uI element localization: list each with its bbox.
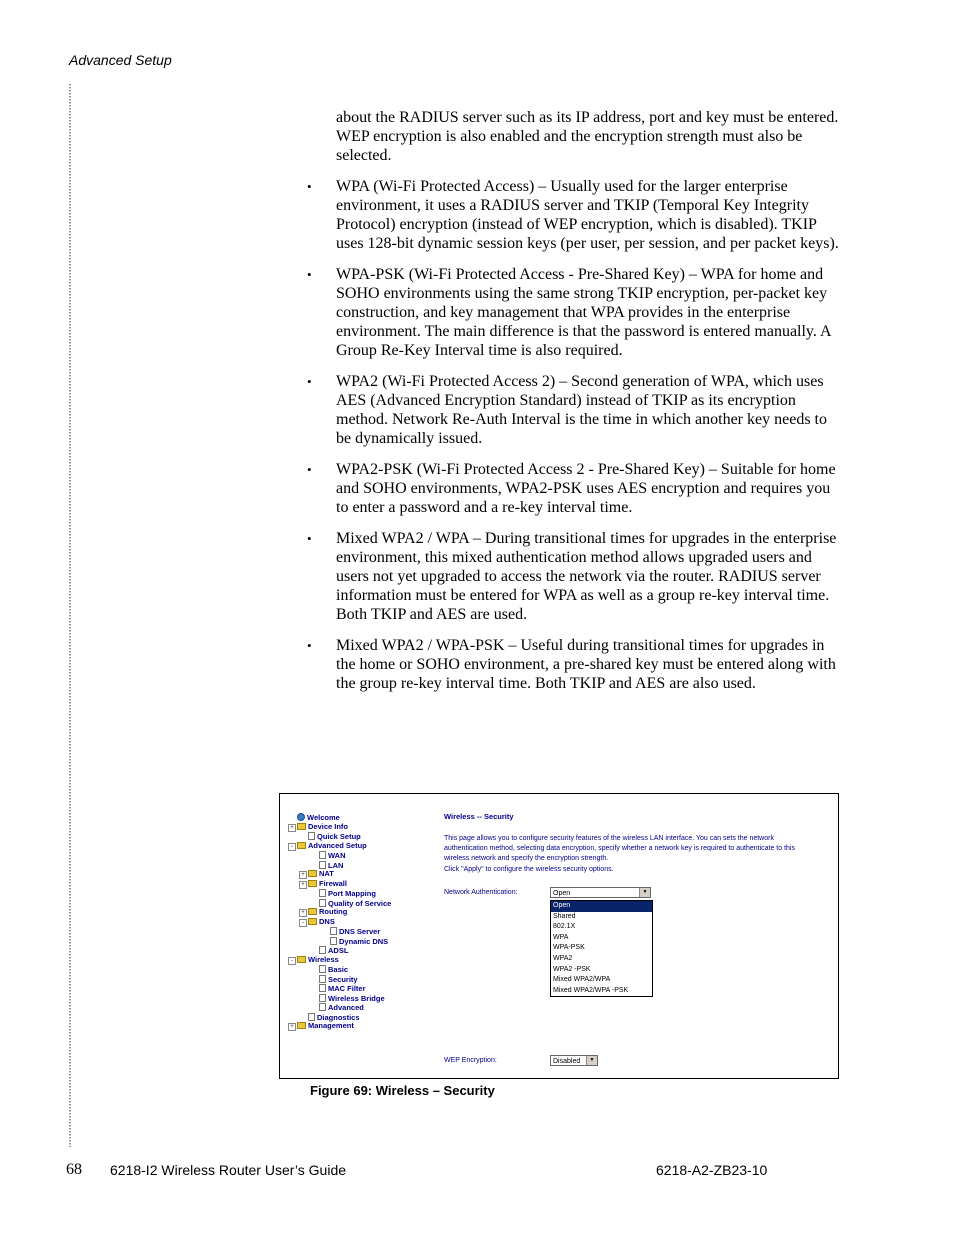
footer-doc-id: 6218-A2-ZB23-10 <box>656 1162 768 1178</box>
doc-icon <box>319 861 326 869</box>
tree-item-quick-setup[interactable] <box>288 831 391 841</box>
body-text <box>336 108 841 693</box>
auth-option[interactable]: WPA2 <box>553 954 573 962</box>
tree-item-label: WAN <box>328 851 346 860</box>
collapse-icon[interactable]: - <box>299 919 307 927</box>
tree-item-device-info[interactable] <box>288 822 391 832</box>
tree-item-label: NAT <box>319 869 334 878</box>
expand-icon[interactable]: + <box>299 881 307 889</box>
figure-screenshot <box>279 793 839 1079</box>
folder-icon <box>297 956 306 963</box>
network-auth-select[interactable] <box>550 887 651 898</box>
folder-icon <box>308 870 317 877</box>
tree-item-security[interactable] <box>288 974 391 984</box>
doc-icon <box>319 1003 326 1011</box>
doc-icon <box>319 851 326 859</box>
description-line: Click "Apply" to configure the wireless security options. <box>444 865 614 873</box>
auth-option[interactable]: WPA <box>553 933 569 941</box>
tree-item-label: Advanced Setup <box>308 840 367 850</box>
doc-icon <box>308 1013 315 1021</box>
tree-item-lan[interactable] <box>288 860 391 870</box>
figure-caption: Figure 69: Wireless – Security <box>310 1083 495 1098</box>
auth-option[interactable]: Shared <box>553 912 576 920</box>
auth-option[interactable]: WPA2 -PSK <box>553 965 591 973</box>
bullet-wpa: • WPA (Wi-Fi Protected Access) – Usually used for the larger enterprise environment, it uses a RADIUS server and TKIP (Temporal Key Integrity Protocol) encryption (instead of WEP encryption, which is disabled). TKIP uses 128-bit dynamic session keys (per user, per session, and per packet keys). <box>336 177 841 253</box>
margin-rule <box>69 84 71 1147</box>
intro-paragraph: about the RADIUS server such as its IP address, port and key must be entered. WEP encryption is also enabled and the encryption strength must also be selected. <box>336 109 839 164</box>
tree-item-label: Security <box>328 974 358 984</box>
folder-icon <box>308 908 317 915</box>
expand-icon[interactable]: + <box>299 909 307 917</box>
folder-icon <box>297 1022 306 1029</box>
tree-item-dns-server[interactable] <box>288 926 391 936</box>
tree-item-label: Management <box>308 1021 354 1030</box>
network-auth-label: Network Authentication: <box>444 889 518 896</box>
bullet-wpa2: • WPA2 (Wi-Fi Protected Access 2) – Second generation of WPA, which uses AES (Advanced Encryption Standard) instead of TKIP as its encryption method. Network Re-Auth Interval is the time in which another key needs to be dynamically issued. <box>336 372 841 448</box>
tree-item-label: Device Info <box>308 821 349 831</box>
tree-item-adsl[interactable] <box>288 945 391 955</box>
doc-icon <box>319 889 326 897</box>
doc-icon <box>319 994 326 1002</box>
auth-option[interactable]: Mixed WPA2/WPA -PSK <box>553 986 629 994</box>
tree-item-mac-filter[interactable] <box>288 983 391 993</box>
tree-item-label: Routing <box>319 907 348 916</box>
tree-item-diagnostics[interactable] <box>288 1012 391 1022</box>
tree-item-dns[interactable] <box>288 917 391 927</box>
doc-icon <box>308 832 315 840</box>
panel-title: Wireless -- Security <box>444 812 514 821</box>
doc-icon <box>319 946 326 954</box>
doc-icon <box>319 975 326 983</box>
tree-item-label: Firewall <box>319 878 347 888</box>
tree-item-nat[interactable] <box>288 869 391 879</box>
auth-option[interactable]: Mixed WPA2/WPA <box>553 976 611 984</box>
wep-encryption-select[interactable] <box>550 1055 598 1066</box>
tree-item-label: DNS Server <box>339 927 381 936</box>
tree-item-routing[interactable] <box>288 907 391 917</box>
nav-tree <box>288 812 391 1031</box>
folder-icon <box>297 842 306 849</box>
tree-item-management[interactable] <box>288 1021 391 1031</box>
folder-icon <box>308 880 317 887</box>
folder-icon <box>308 918 317 925</box>
description-line: This page allows you to configure security features of the wireless LAN interface. You can sets the network <box>444 835 774 842</box>
tree-item-advanced-setup[interactable] <box>288 841 391 851</box>
bullet-mixed-wpa2-wpa-psk: • Mixed WPA2 / WPA-PSK – Useful during transitional times for upgrades in the home or SOHO environment, a pre-shared key must be entered along with the group re-key interval time. Both TKIP and AES are also used. <box>336 636 841 693</box>
network-auth-value: Open <box>553 890 571 897</box>
tree-item-dynamic-dns[interactable] <box>288 936 391 946</box>
tree-item-quality-of-service[interactable] <box>288 898 391 908</box>
tree-item-label: Wireless Bridge <box>328 993 385 1003</box>
running-header: Advanced Setup <box>69 52 172 68</box>
tree-item-label: Quality of Service <box>328 898 392 908</box>
description-line: authentication method, selecting data encryption, specify whether a network key is required to authenticate to this <box>444 845 795 853</box>
doc-icon <box>330 937 337 945</box>
tree-item-firewall[interactable] <box>288 879 391 889</box>
tree-item-label: Welcome <box>307 813 340 822</box>
bullet-list <box>336 177 841 693</box>
auth-option[interactable]: 802.1X <box>553 923 576 931</box>
expand-icon[interactable]: + <box>288 1023 296 1031</box>
globe-icon <box>297 813 305 821</box>
tree-item-label: Quick Setup <box>317 832 361 841</box>
wep-encryption-label: WEP Encryption: <box>444 1057 497 1064</box>
tree-item-label: Wireless <box>308 954 339 964</box>
auth-option[interactable]: Open <box>551 901 652 912</box>
bullet-mixed-wpa2-wpa: • Mixed WPA2 / WPA – During transitional times for upgrades in the enterprise environment, this mixed authentication method allows upgraded users and users not yet upgraded to access the network via the router. RADIUS server information must be entered for WPA as well as a group re-key interval time. Both TKIP and AES are used. <box>336 529 841 624</box>
doc-icon <box>319 899 326 907</box>
network-auth-options[interactable] <box>550 900 653 997</box>
description-line: wireless network and specify the encryption strength. <box>444 855 609 863</box>
tree-item-label: Advanced <box>328 1003 364 1012</box>
tree-item-label: DNS <box>319 916 335 926</box>
tree-item-wan[interactable] <box>288 850 391 860</box>
bullet-wpa-psk: • WPA-PSK (Wi-Fi Protected Access - Pre-Shared Key) – WPA for home and SOHO environments using the same strong TKIP encryption, per-packet key construction, and key management that WPA provides in the enterprise environment. The main difference is that the password is entered manually. A Group Re-Key Interval time is also required. <box>336 265 841 360</box>
doc-icon <box>330 927 337 935</box>
expand-icon[interactable]: + <box>288 824 296 832</box>
tree-item-label: Port Mapping <box>328 889 376 898</box>
collapse-icon[interactable]: - <box>288 843 296 851</box>
tree-item-label: Dynamic DNS <box>339 936 389 946</box>
panel-description <box>444 834 834 875</box>
tree-item-label: LAN <box>328 860 344 870</box>
folder-icon <box>297 823 306 830</box>
dropdown-arrow-icon[interactable]: ▼ <box>586 1056 597 1065</box>
security-panel <box>444 812 834 873</box>
doc-icon <box>319 965 326 973</box>
tree-item-welcome[interactable] <box>288 812 391 822</box>
tree-item-label: ADSL <box>328 946 349 955</box>
footer-guide-title: 6218-I2 Wireless Router User’s Guide <box>110 1162 347 1178</box>
bullet-wpa2-psk: • WPA2-PSK (Wi-Fi Protected Access 2 - Pre-Shared Key) – Suitable for home and SOHO environments, WPA2-PSK uses AES encryption and requires you to enter a password and a re-key interval time. <box>336 460 841 517</box>
page-number: 68 <box>66 1161 82 1178</box>
tree-item-label: Basic <box>328 965 349 974</box>
tree-item-label: MAC Filter <box>328 984 366 993</box>
dropdown-arrow-icon[interactable]: ▼ <box>639 888 650 897</box>
wep-encryption-value: Disabled <box>553 1058 581 1065</box>
tree-item-advanced[interactable] <box>288 1002 391 1012</box>
expand-icon[interactable]: + <box>299 871 307 879</box>
tree-item-label: Diagnostics <box>317 1012 360 1022</box>
tree-item-wireless[interactable] <box>288 955 391 965</box>
collapse-icon[interactable]: - <box>288 957 296 965</box>
tree-item-wireless-bridge[interactable] <box>288 993 391 1003</box>
tree-item-port-mapping[interactable] <box>288 888 391 898</box>
auth-option[interactable]: WPA-PSK <box>553 944 585 952</box>
tree-item-basic[interactable] <box>288 964 391 974</box>
doc-icon <box>319 984 326 992</box>
